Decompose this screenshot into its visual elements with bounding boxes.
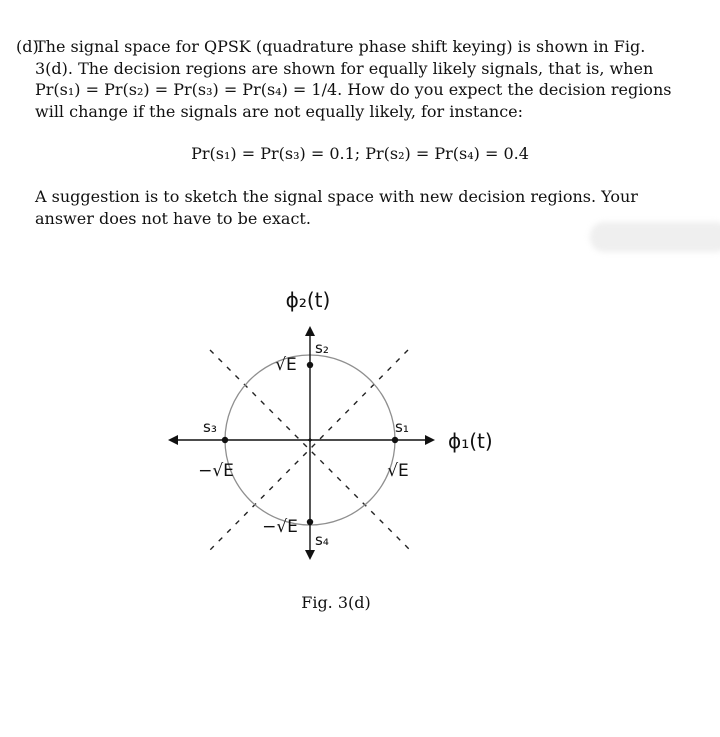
tick-neg-x: −√E [198,461,234,481]
tick-pos-y: √E [275,355,297,375]
suggestion-text: A suggestion is to sketch the signal space with new decision regions. Your answer does not have to be exact. [35,187,638,228]
question-text: The signal space for QPSK (quadrature phase shift keying) is shown in Fig. 3(d). The decision regions are shown for equally likely signals, that is, when Pr(s₁) = Pr(s₂) = Pr(s₃) = Pr(s₄) = 1/4. How do you expect the decision regions will change if the signals are not equally likely, for instance: [35,37,672,121]
label-s4: s₄ [315,531,329,549]
label-s1: s₁ [395,418,409,436]
point-s4 [307,519,313,525]
question-label: (d) [16,37,39,56]
point-s1 [392,437,398,443]
tick-neg-y: −√E [262,517,298,537]
label-s3: s₃ [203,418,217,436]
figure-caption: Fig. 3(d) [301,593,371,612]
point-s3 [222,437,228,443]
phi2-label: ϕ₂(t) [285,288,331,312]
phi1-label: ϕ₁(t) [448,429,493,453]
tick-pos-x: √E [387,461,409,481]
point-s2 [307,362,313,368]
label-s2: s₂ [315,339,329,357]
probability-equation: Pr(s₁) = Pr(s₃) = 0.1; Pr(s₂) = Pr(s₄) = 0.4 [191,144,529,163]
